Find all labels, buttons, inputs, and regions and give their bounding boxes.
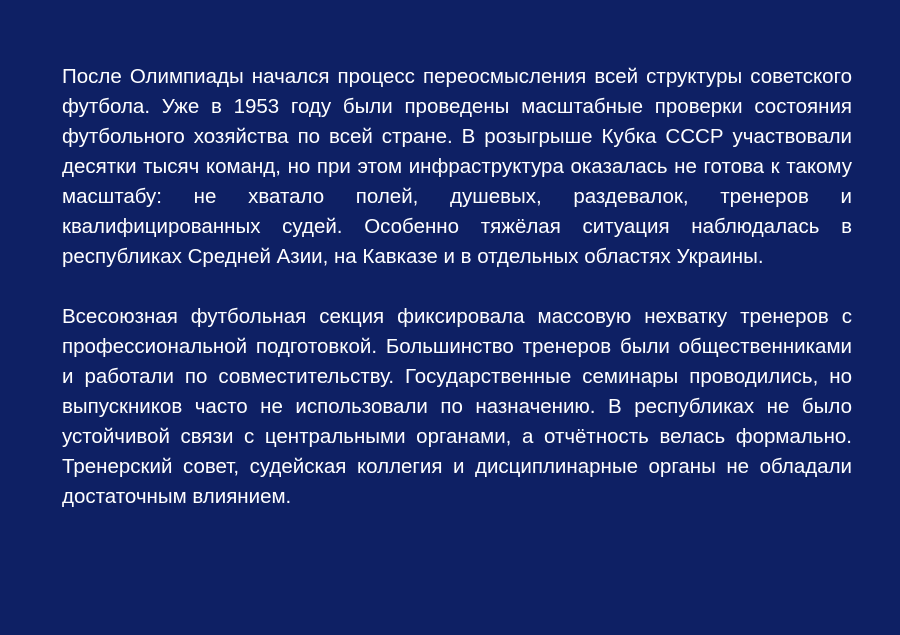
text-slide (62, 62, 852, 512)
paragraph-post-olympics: После Олимпиады начался процесс переосмысления всей структуры советского футбола. Уже в 1953 году были проведены масштабные проверки состояния футбольного хозяйства по всей стране. В розыгрыше Кубка СССР участвовали десятки тысяч команд, но при этом инфраструктура оказалась не готова к такому масштабу: не хватало полей, душевых, раздевалок, тренеров и квалифицированных судей. Особенно тяжёлая ситуация наблюдалась в республиках Средней Азии, на Кавказе и в отдельных областях Украины. (62, 65, 852, 268)
paragraph-coaches-shortage: Всесоюзная футбольная секция фиксировала массовую нехватку тренеров с профессиональной подготовкой. Большинство тренеров были общественниками и работали по совместительству. Государственные семинары проводились, но выпускников часто не использовали по назначению. В республиках не было устойчивой связи с центральными органами, а отчётность велась формально. Тренерский совет, судейская коллегия и дисциплинарные органы не обладали достаточным влиянием. (62, 305, 852, 508)
